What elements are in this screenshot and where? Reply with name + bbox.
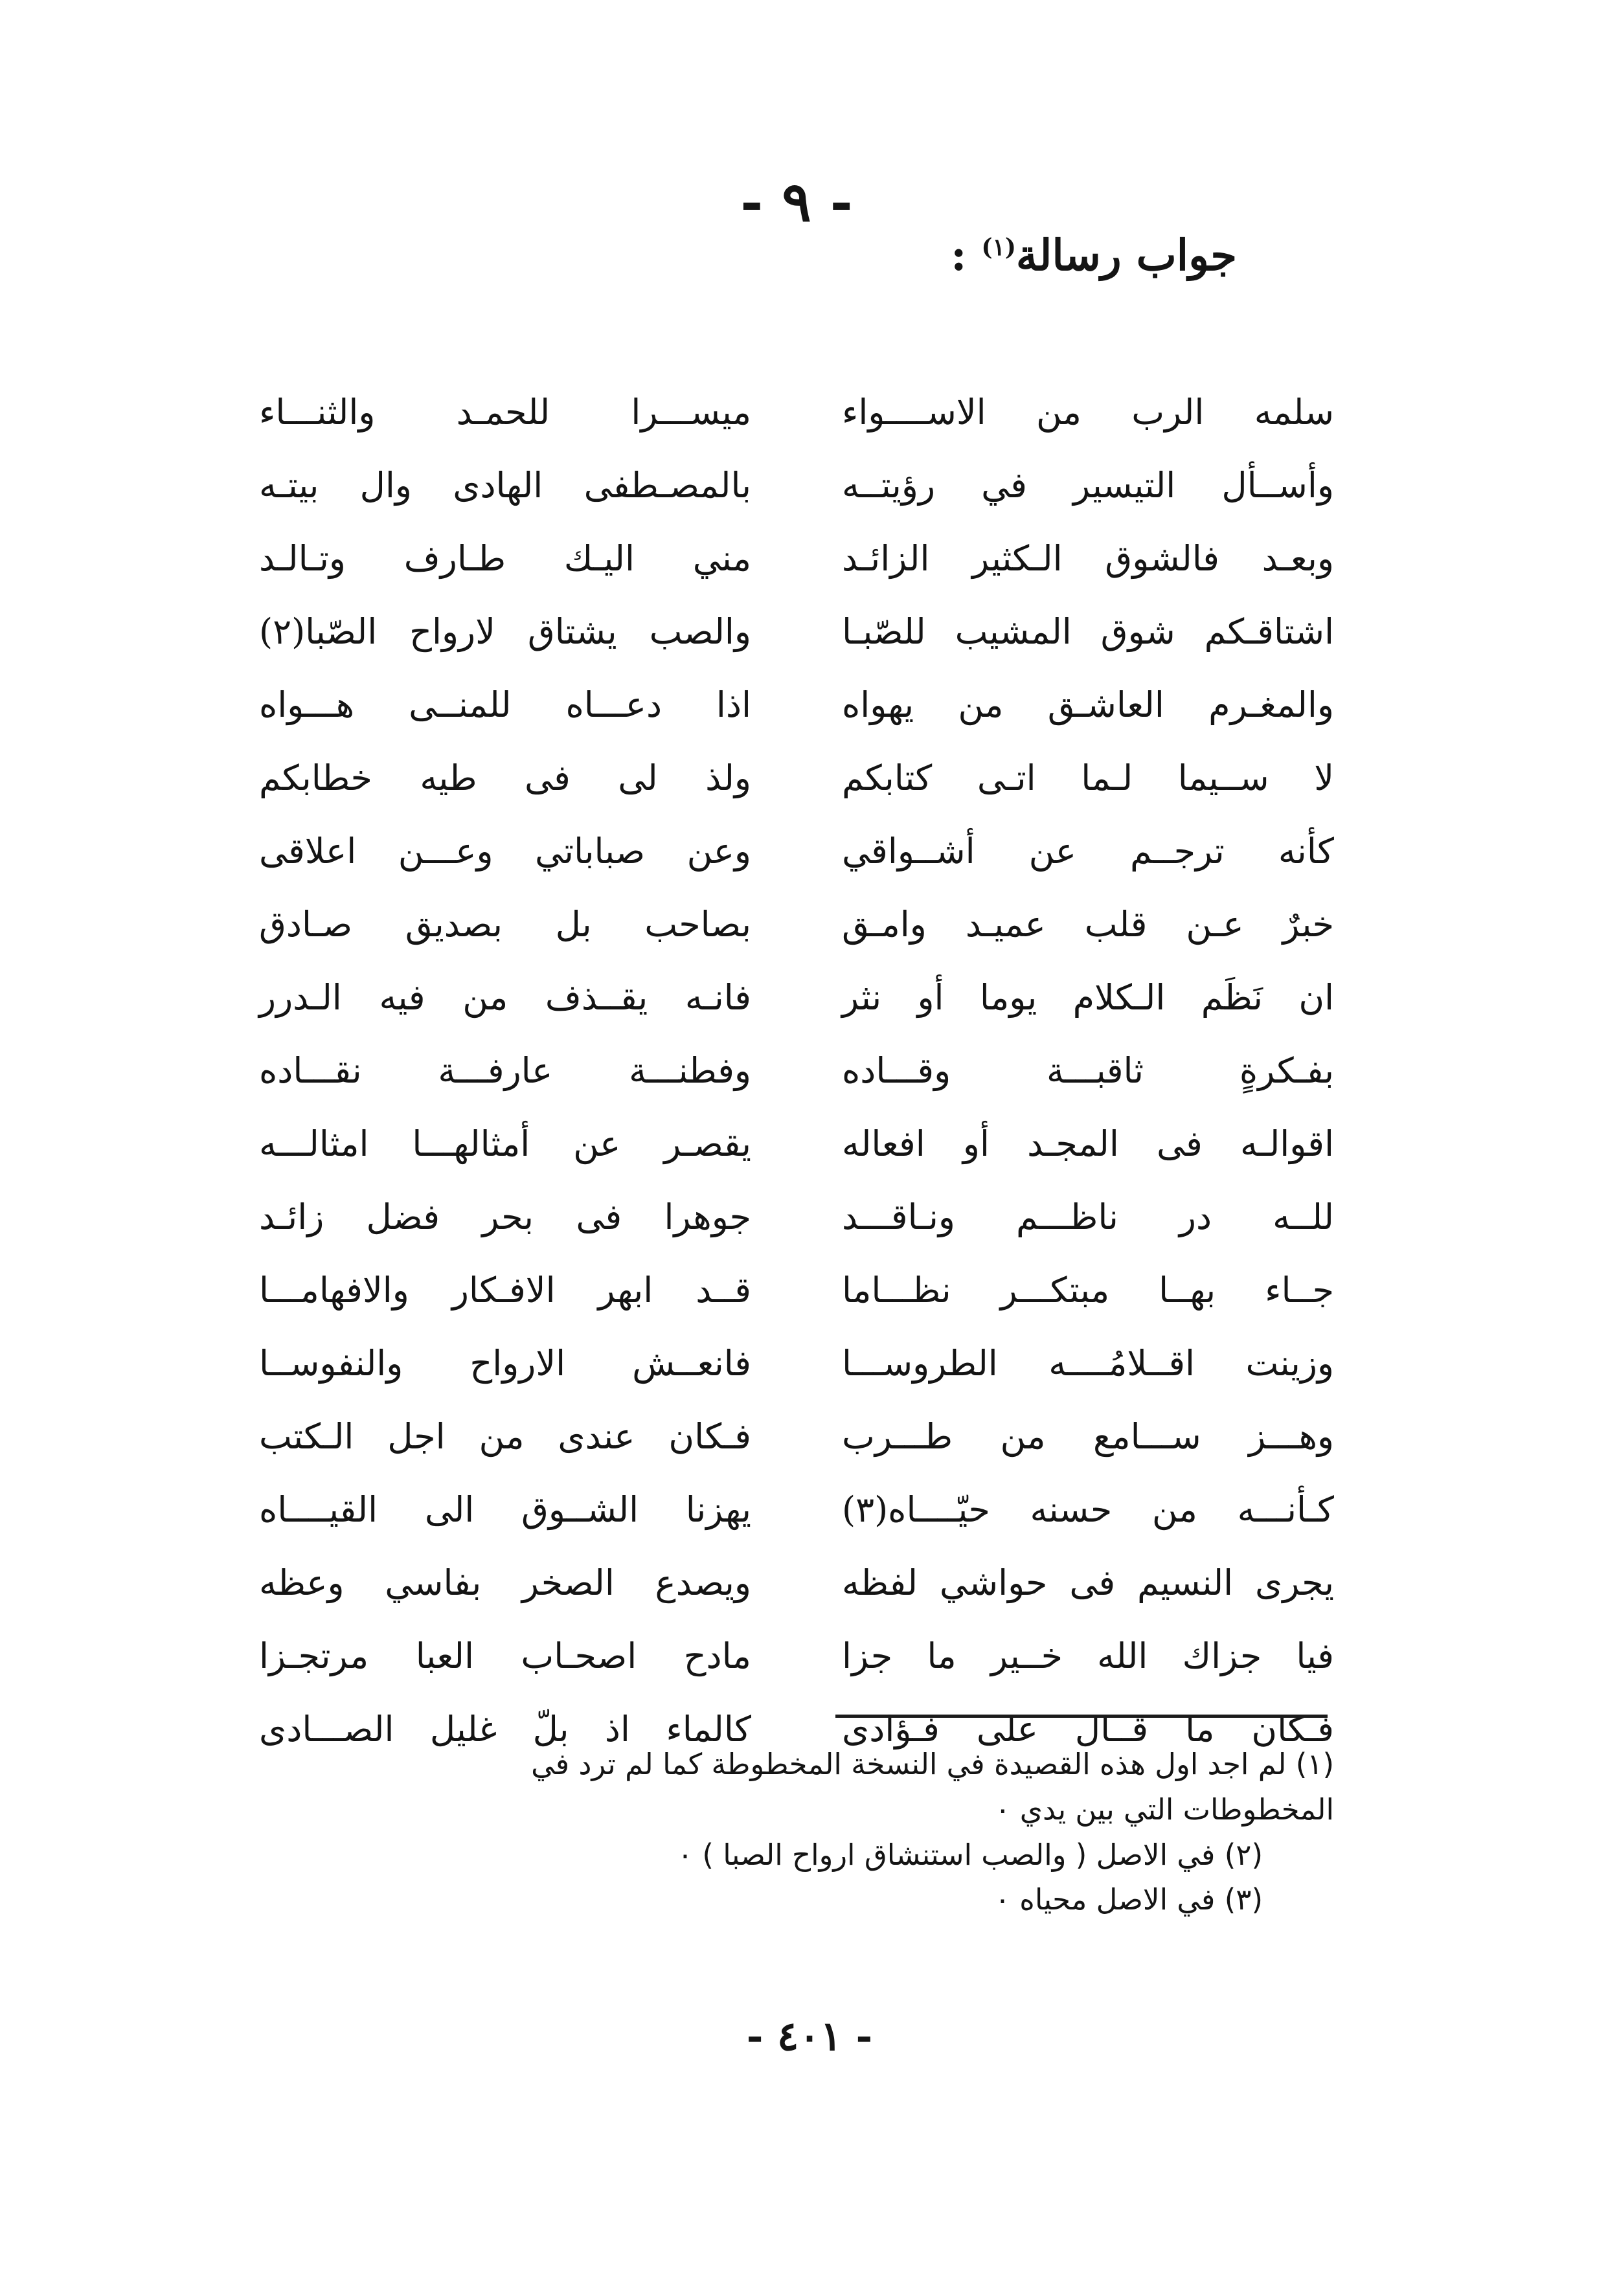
verse-second-hemistich: بصاحب بل بصديق صـادق: [259, 903, 751, 945]
verse-first-hemistich: ان نَظَم الـكلام يوما أو نثر: [842, 976, 1334, 1018]
verse-row: [259, 1034, 1334, 1107]
verse-row: [259, 376, 1334, 449]
title-footnote-marker: (١): [981, 234, 1016, 261]
verse-first-hemistich: فـكان ما قــال على فـؤادى: [842, 1708, 1334, 1750]
verse-first-hemistich: كأنه ترجــم عن أشــواقي: [842, 830, 1334, 872]
verse-first-hemistich: وبعـد فالشوق الـكثير الزائـد: [842, 537, 1334, 579]
verse-row: [259, 1327, 1334, 1400]
verse-row: [259, 815, 1334, 888]
verse-first-hemistich: اقوالـه فى المجـد أو افعاله: [842, 1123, 1334, 1164]
footnote-1: (١) لم اجد اول هذه القصيدة في النسخة المخطوطة كما لم ترد في: [531, 1747, 1334, 1781]
verse-row: [259, 1254, 1334, 1327]
verse-second-hemistich: فانـه يقــذف من فيه الـدرر: [259, 976, 751, 1018]
verse-first-hemistich: فيا جزاك الله خــير ما جزا: [842, 1635, 1334, 1676]
verse-second-hemistich: فانعــش الارواح والنفوســا: [259, 1342, 751, 1384]
verse-row: [259, 1546, 1334, 1619]
verse-first-hemistich: جــاء بهــا مبتكـــر نظـــاما: [842, 1269, 1334, 1311]
poem-title: [951, 230, 1237, 280]
verse-second-hemistich: اذا دعـــاه للمنــى هـــواه: [259, 684, 751, 725]
poem-title-text: جواب رسالة: [1015, 230, 1237, 280]
verse-row: [259, 668, 1334, 741]
verse-second-hemistich: ميســـرا للحمـد والثنـــاء: [259, 391, 751, 433]
verse-second-hemistich: قــد ابهر الافـكار والافهامـــا: [259, 1269, 751, 1311]
footnote-2: (٢) في الاصل ( والصب استنشاق ارواح الصبا ) ٠: [677, 1837, 1263, 1872]
verse-second-hemistich: ولذ لى فى طيه خطابكم: [259, 757, 751, 798]
verse-first-hemistich: كـأنـــه من حسنه حيّــــاه(٣): [842, 1489, 1334, 1530]
verse-row: [259, 1107, 1334, 1180]
verse-second-hemistich: بالمصـطفى الهادى وال بيتـه: [259, 464, 751, 506]
footnote-1-continued: المخطوطات التي بين يدي ٠: [995, 1792, 1334, 1827]
bottom-page-number: - ٤٠١ -: [746, 2012, 873, 2060]
verse-row: [259, 595, 1334, 668]
verse-first-hemistich: لا ســيما لـما اتـى كتابكم: [842, 757, 1334, 798]
verse-row: [259, 741, 1334, 815]
verse-row: [259, 1473, 1334, 1546]
verse-first-hemistich: بفـكرةٍ ثاقبـــة وقـــاده: [842, 1050, 1334, 1091]
verse-second-hemistich: مادح اصحـاب العبا مرتجـزا: [259, 1635, 751, 1676]
verse-row: [259, 961, 1334, 1034]
verse-second-hemistich: وعن صباباتي وعـــن اعلاقى: [259, 830, 751, 872]
top-page-number: - ٩ -: [740, 170, 853, 234]
verse-first-hemistich: وزينت اقــلامُــــه الطروســـا: [842, 1342, 1334, 1384]
verse-first-hemistich: اشتاقـكم شوق المشيب للصّبـا: [842, 611, 1334, 652]
verse-first-hemistich: والمغـرم العاشـق من يهواه: [842, 684, 1334, 725]
verse-row: [259, 1619, 1334, 1693]
verse-first-hemistich: خبرٌ عـن قلب عميـد وامـق: [842, 903, 1334, 945]
footnote-3: (٣) في الاصل محياه ٠: [994, 1882, 1263, 1917]
verse-second-hemistich: ويصدع الصخر بفاسي وعظه: [259, 1562, 751, 1603]
verse-second-hemistich: جوهرا فى بحر فضل زائـد: [259, 1196, 751, 1237]
verse-second-hemistich: وفطنـــة عارفـــة نقـــاده: [259, 1050, 751, 1091]
title-colon: :: [951, 230, 982, 280]
verse-row: [259, 1400, 1334, 1473]
verse-second-hemistich: مني اليـك طـارف وتـالـد: [259, 537, 751, 579]
footnotes: [259, 1742, 1334, 1922]
verse-first-hemistich: سلمه الرب من الاســــواء: [842, 391, 1334, 433]
poem-verses: [259, 376, 1334, 1766]
verse-row: [259, 522, 1334, 595]
verse-second-hemistich: يهزنا الشــوق الى القيــــاه: [259, 1489, 751, 1530]
verse-first-hemistich: للــه در ناظـــم ونـاقـــد: [842, 1196, 1334, 1237]
verse-second-hemistich: يقصـر عن أمثالهـــا امثالـــه: [259, 1123, 751, 1164]
verse-row: [259, 1180, 1334, 1254]
verse-second-hemistich: كالماء اذ بلّ غليل الصـــادى: [259, 1708, 751, 1750]
verse-second-hemistich: فـكان عندى من اجل الـكتب: [259, 1415, 751, 1457]
verse-first-hemistich: وأســأل التيسير في رؤيتــه: [842, 464, 1334, 506]
verse-second-hemistich: والصب يشتاق لارواح الصّبا(٢): [259, 611, 751, 652]
footnote-divider: [835, 1715, 1328, 1718]
verse-first-hemistich: وهـــز ســـامع من طـــرب: [842, 1415, 1334, 1457]
verse-row: [259, 449, 1334, 522]
verse-row: [259, 888, 1334, 961]
verse-first-hemistich: يجرى النسيم فى حواشي لفظه: [842, 1562, 1334, 1603]
